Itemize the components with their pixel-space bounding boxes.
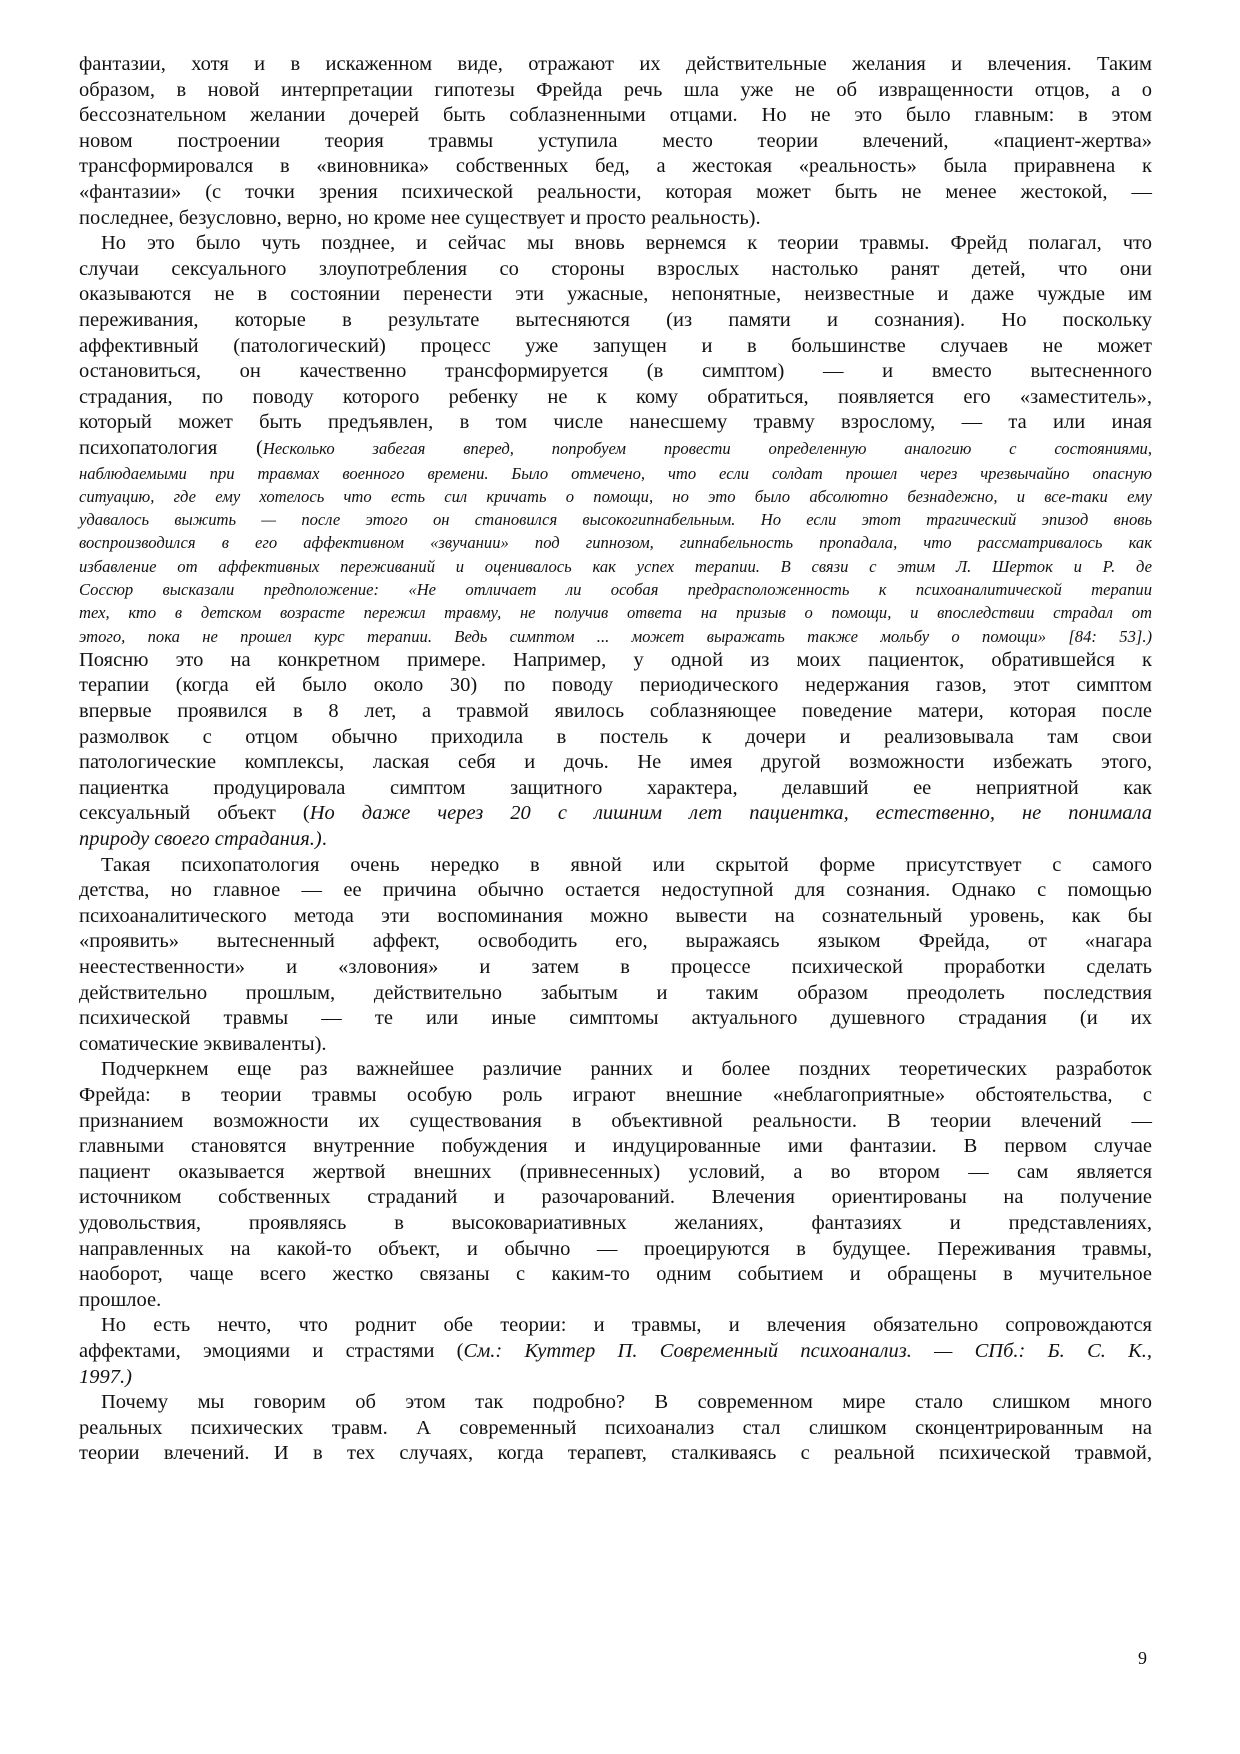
text-line: случаи сексуального злоупотребления со стороны взрослых настолько ранят детей, что они xyxy=(79,257,1152,280)
paragraph-5 xyxy=(79,1313,1152,1390)
text-line: страдания, по поводу которого ребенку не к кому обратиться, появляется его «заместитель», xyxy=(79,385,1152,408)
text-run: . xyxy=(321,828,327,851)
text-line: бессознательном желании дочерей быть соблазненными отцами. Но не это было главным: в этом xyxy=(79,104,1152,127)
note-line: удавалось выжить — после этого он становился высокогипнабельным. Но если этот трагический эпизод вновь xyxy=(79,510,1152,530)
text-line: Но это было чуть позднее, и сейчас мы вновь вернемся к теории травмы. Фрейд полагал, что xyxy=(101,232,1152,255)
text-line-mixed xyxy=(79,1365,1152,1391)
text-line: Фрейда: в теории травмы особую роль играют внешние «неблагоприятные» обстоятельства, с xyxy=(79,1083,1152,1106)
text-line: Почему мы говорим об этом так подробно? В современном мире стало слишком много xyxy=(101,1391,1152,1414)
text-line: главными становятся внутренние побуждения и индуцированные ими фантазии. В первом случае xyxy=(79,1135,1152,1158)
text-line-mixed xyxy=(79,827,1152,853)
text-line: пациентка продуцировала симптом защитного характера, делавший ее неприятной как xyxy=(79,776,1152,799)
text-line: действительно прошлым, действительно забытым и таким образом преодолеть последствия xyxy=(79,981,1152,1004)
text-line: образом, в новой интерпретации гипотезы Фрейда речь шла уже не об извращенности отцов, а о xyxy=(79,78,1152,101)
note-line: тех, кто в детском возрасте пережил травму, не получив ответа на призыв о помощи, и впоследствии страдал от xyxy=(79,603,1152,623)
text-line: признанием возможности их существования в объективной реальности. В теории влечений — xyxy=(79,1109,1152,1132)
text-line: новом построении теория травмы уступила место теории влечений, «пациент-жертва» xyxy=(79,129,1152,152)
text-line: наоборот, чаще всего жестко связаны с каким-то одним событием и обращены в мучительное xyxy=(79,1263,1152,1286)
note-line: Соссюр высказали предположение: «Не отличает ли особая предрасположенность к психоаналитической терапии xyxy=(79,579,1152,599)
text-line: «проявить» вытесненный аффект, освободить его, выражаясь языком Фрейда, от «нагара xyxy=(79,930,1152,953)
text-line: оказываются не в состоянии перенести эти ужасные, непонятные, неизвестные и даже чуждые им xyxy=(79,283,1152,306)
text-line-mixed xyxy=(79,1339,1152,1365)
note-line: ситуацию, где ему хотелось что есть сил кричать о помощи, но это было абсолютно безнадежно, и все-таки ему xyxy=(79,486,1152,506)
text-line: прошлое. xyxy=(79,1288,162,1311)
text-line: впервые проявился в 8 лет, а травмой явилось соблазняющее поведение матери, которая после xyxy=(79,700,1152,723)
text-line: Такая психопатология очень нередко в явной или скрытой форме присутствует с самого xyxy=(101,853,1152,876)
text-run: сексуальный объект ( xyxy=(79,802,310,825)
text-line: теории влечений. И в тех случаях, когда терапевт, сталкиваясь с реальной психической травмой, xyxy=(79,1442,1152,1465)
text-run: психопатология ( xyxy=(79,436,263,459)
text-line: размолвок с отцом обычно приходила в постель к дочери и реализовывала там свои xyxy=(79,725,1152,748)
text-line: реальных психических травм. А современный психоанализ стал слишком сконцентрированным на xyxy=(79,1416,1152,1439)
text-line-mixed xyxy=(79,801,1152,827)
text-line: терапии (когда ей было около 30) по поводу периодического недержания газов, этот симптом xyxy=(79,674,1152,697)
text-line: удовольствия, проявляясь в высоковариативных желаниях, фантазиях и представлениях, xyxy=(79,1211,1152,1234)
paragraph-6 xyxy=(79,1390,1152,1467)
text-line: направленных на какой-то объект, и обычно — проецируются в будущее. Переживания травмы, xyxy=(79,1237,1152,1260)
text-line: фантазии, хотя и в искаженном виде, отражают их действительные желания и влечения. Таким xyxy=(79,53,1152,75)
text-line: психоаналитического метода эти воспоминания можно вывести на сознательный уровень, как бы xyxy=(79,904,1152,927)
note-line: воспроизводился в его аффективном «звучании» под гипнозом, гипнабельность пропадала, что рассматривалось как xyxy=(79,533,1152,553)
text-line: неестественности» и «зловония» и затем в процессе психической проработки сделать xyxy=(79,956,1152,978)
footnote-inline-start: Несколько забегая вперед, попробуем провести определенную аналогию с состояниями, xyxy=(262,438,1152,458)
text-line: «фантазии» (с точки зрения психической реальности, которая может быть не менее жестокой, — xyxy=(79,180,1152,203)
text-line: источником собственных страданий и разочарований. Влечения ориентированы на получение xyxy=(79,1186,1152,1209)
italic-note: Но даже через 20 с лишним лет пациентка, естественно, не понимала xyxy=(309,802,1152,825)
text-run: аффектами, эмоциями и страстями ( xyxy=(79,1339,464,1362)
note-line: избавление от аффективных переживаний и оценивалось как успех терапии. В связи с этим Л. Шерток и Р. де xyxy=(79,556,1152,576)
text-line: который может быть предъявлен, в том числе нанесшему травму взрослому, — та или иная xyxy=(79,411,1152,434)
document-page xyxy=(79,52,1152,1467)
text-line: детства, но главное — ее причина обычно остается недоступной для сознания. Однако с помощью xyxy=(79,879,1152,902)
text-line: трансформировался в «виновника» собственных бед, а жестокая «реальность» была приравнена к xyxy=(79,155,1152,178)
text-line: Поясню это на конкретном примере. Например, у одной из моих пациенток, обратившейся к xyxy=(79,648,1152,671)
text-line-mixed xyxy=(79,436,1152,462)
text-line: остановиться, он качественно трансформируется (в симптом) — и вместо вытесненного xyxy=(79,360,1152,383)
note-line: наблюдаемыми при травмах военного времени. Было отмечено, что если солдат прошел через чрезвычайно опасную xyxy=(79,463,1152,483)
text-line: аффективный (патологический) процесс уже запущен и в большинстве случаев не может xyxy=(79,334,1152,357)
italic-note: природу своего страдания.) xyxy=(79,828,322,851)
text-line: Подчеркнем еще раз важнейшее различие ранних и более поздних теоретических разработок xyxy=(101,1058,1152,1081)
text-line: соматические эквиваленты). xyxy=(79,1032,327,1055)
paragraph-2 xyxy=(79,231,1152,852)
page-number: 9 xyxy=(1138,1648,1147,1668)
text-line: Но есть нечто, что роднит обе теории: и травмы, и влечения обязательно сопровождаются xyxy=(101,1314,1152,1337)
paragraph-3 xyxy=(79,853,1152,1058)
text-line: переживания, которые в результате вытесняются (из памяти и сознания). Но поскольку xyxy=(79,308,1152,331)
note-line: этого, пока не прошел курс терапии. Ведь симптом ... может выражать также мольбу о помощи» [84: 53].) xyxy=(79,626,1152,646)
text-line: патологические комплексы, лаская себя и дочь. Не имея другой возможности избежать этого, xyxy=(79,751,1152,774)
inline-note xyxy=(79,462,1152,648)
citation-note: 1997.) xyxy=(79,1365,132,1388)
text-line: последнее, безусловно, верно, но кроме нее существует и просто реальность). xyxy=(79,206,761,229)
citation-note: См.: Куттер П. Современный психоанализ. — СПб.: Б. С. К., xyxy=(463,1339,1152,1362)
text-line: пациент оказывается жертвой внешних (привнесенных) условий, а во втором — сам является xyxy=(79,1160,1152,1183)
paragraph-1 xyxy=(79,52,1152,231)
paragraph-4 xyxy=(79,1057,1152,1313)
text-line: психической травмы — те или иные симптомы актуального душевного страдания (и их xyxy=(79,1007,1152,1030)
